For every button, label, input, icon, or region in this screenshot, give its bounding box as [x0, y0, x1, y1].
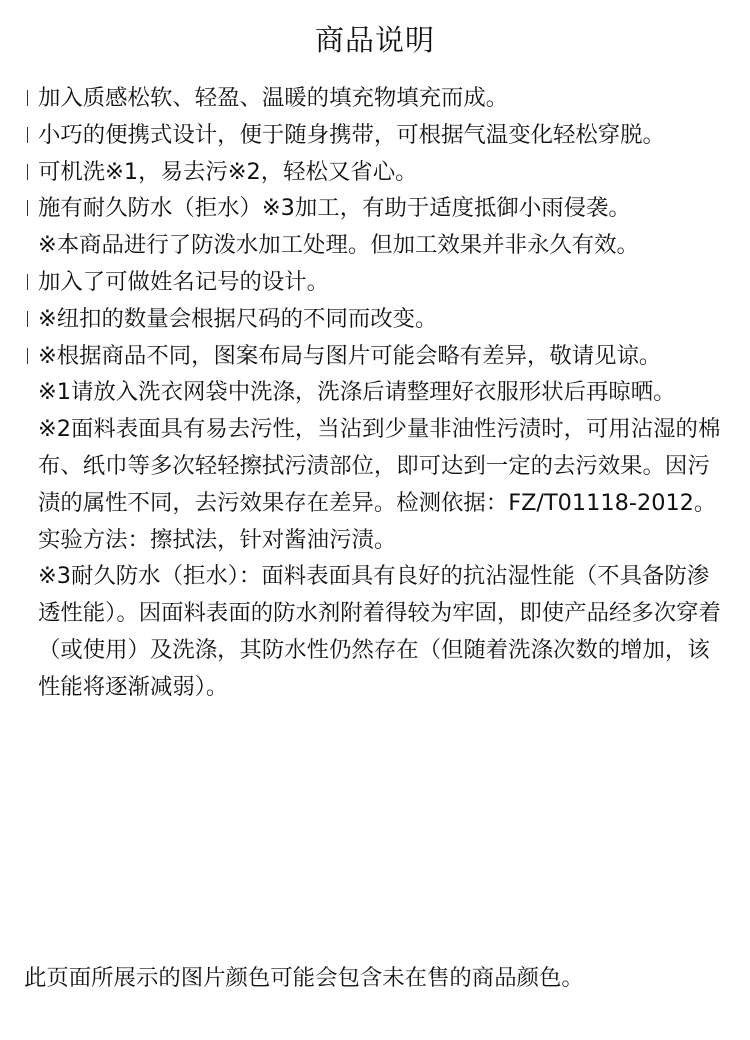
list-item: [24, 117, 730, 154]
bullet-dash: [27, 90, 28, 106]
footnote-3: ※3耐久防水（拒水）：面料表面具有良好的抗沾湿性能（不具备防渗透性能）。因面料表面的防水剂附着得较为牢固，即使产品经多次穿着（或使用）及洗涤，其防水性仍然存在（但随着洗涤次数的增加，该性能将逐渐减弱）。: [38, 563, 721, 700]
bullet-dash: [27, 348, 28, 364]
list-item: [24, 154, 730, 191]
list-item-text: 加入了可做姓名记号的设计。: [38, 268, 330, 295]
list-item-text: ※纽扣的数量会根据尺码的不同而改变。: [38, 305, 438, 332]
footnote-1: ※1请放入洗衣网袋中洗涤，洗涤后请整理好衣服形状后再晾晒。: [38, 379, 676, 406]
list-item: [24, 190, 730, 227]
water-repellent-note: ※本商品进行了防泼水加工处理。但加工效果并非永久有效。: [38, 232, 639, 259]
bullet-dash: [27, 311, 28, 327]
list-item-text: 施有耐久防水（拒水）※3加工，有助于适度抵御小雨侵袭。: [38, 195, 631, 222]
list-item: [24, 301, 730, 338]
footnote-2: ※2面料表面具有易去污性，当沾到少量非油性污渍时，可用沾湿的棉布、纸巾等多次轻轻擦拭污渍部位，即可达到一定的去污效果。因污渍的属性不同，去污效果存在差异。检测依据：FZ/T01118-2012。实验方法：擦拭法，针对酱油污渍。: [38, 416, 721, 553]
bullet-dash: [27, 200, 28, 216]
bullet-dash: [27, 164, 28, 180]
page-title: 商品说明: [314, 23, 435, 57]
list-item: [24, 264, 730, 301]
list-item-text: 小巧的便携式设计，便于随身携带，可根据气温变化轻松穿脱。: [38, 121, 665, 148]
description-body: [24, 80, 730, 706]
list-item-text: 可机洗※1，易去污※2，轻松又省心。: [38, 158, 418, 185]
list-item-text: 加入质感松软、轻盈、温暖的填充物填充而成。: [38, 85, 509, 111]
list-item: [24, 338, 730, 375]
bullet-dash: [27, 127, 28, 143]
bullet-dash: [27, 274, 28, 290]
list-item: [24, 80, 730, 117]
list-item-text: ※根据商品不同，图案布局与图片可能会略有差异，敬请见谅。: [38, 342, 662, 369]
color-disclaimer: 此页面所展示的图片颜色可能会包含未在售的商品颜色。: [24, 965, 584, 991]
